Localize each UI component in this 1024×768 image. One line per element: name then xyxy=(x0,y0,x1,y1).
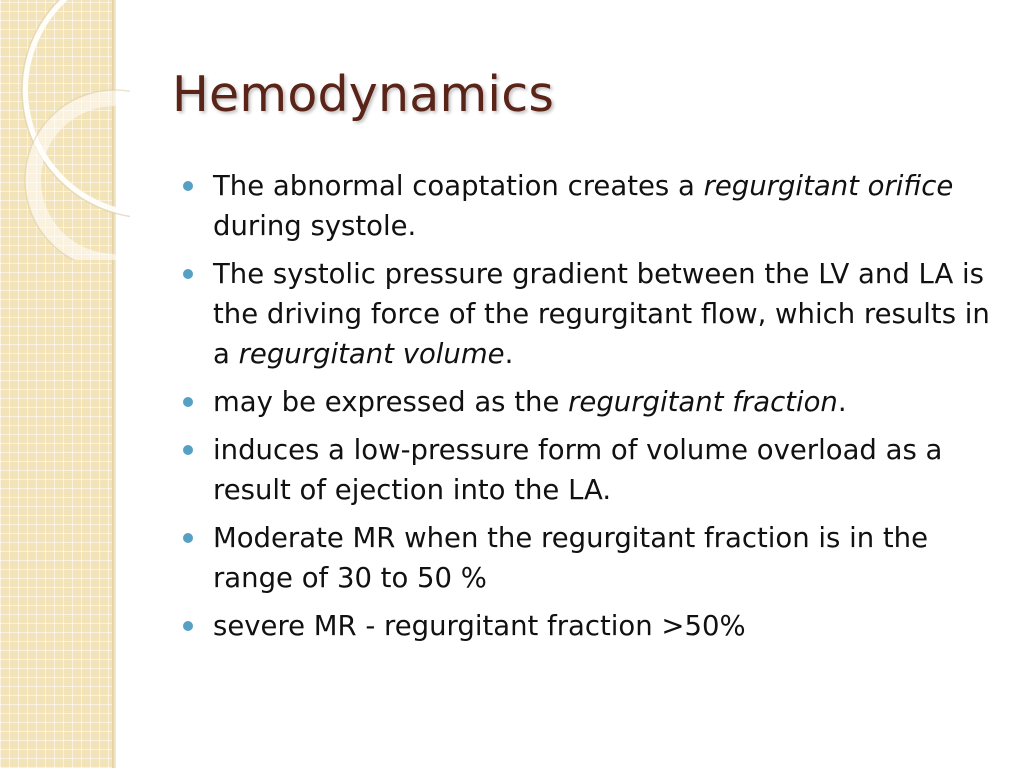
bullet-list xyxy=(183,166,1003,654)
slide-title: Hemodynamics xyxy=(172,66,555,123)
bullet-item xyxy=(183,430,1003,510)
bullet-text: The abnormal coaptation creates a xyxy=(213,170,704,202)
bullet-item xyxy=(183,254,1003,374)
decorative-rings xyxy=(0,0,130,260)
bullet-dot-icon xyxy=(183,269,193,279)
bullet-item xyxy=(183,518,1003,598)
bullet-dot-icon xyxy=(183,397,193,407)
bullet-text: The systolic pressure gradient between the LV and LA is the driving force of the regurgitant flow, which results in a xyxy=(213,258,990,370)
bullet-emphasis: regurgitant orifice xyxy=(703,170,954,202)
bullet-item xyxy=(183,166,1003,246)
bullet-text: Moderate MR when the regurgitant fraction is in the range of 30 to 50 % xyxy=(213,522,929,594)
bullet-item xyxy=(183,606,1003,646)
bullet-text: during systole. xyxy=(213,210,417,242)
bullet-text: . xyxy=(837,386,847,418)
bullet-emphasis: regurgitant fraction xyxy=(568,386,838,418)
bullet-dot-icon xyxy=(183,533,193,543)
bullet-dot-icon xyxy=(183,445,193,455)
bullet-text: severe MR - regurgitant fraction >50% xyxy=(213,610,746,642)
bullet-dot-icon xyxy=(183,181,193,191)
bullet-dot-icon xyxy=(183,621,193,631)
bullet-emphasis: regurgitant volume xyxy=(238,338,505,370)
bullet-item xyxy=(183,382,1003,422)
bullet-text: may be expressed as the xyxy=(213,386,569,418)
bullet-text: . xyxy=(504,338,514,370)
bullet-text: induces a low-pressure form of volume overload as a result of ejection into the LA. xyxy=(213,434,943,506)
